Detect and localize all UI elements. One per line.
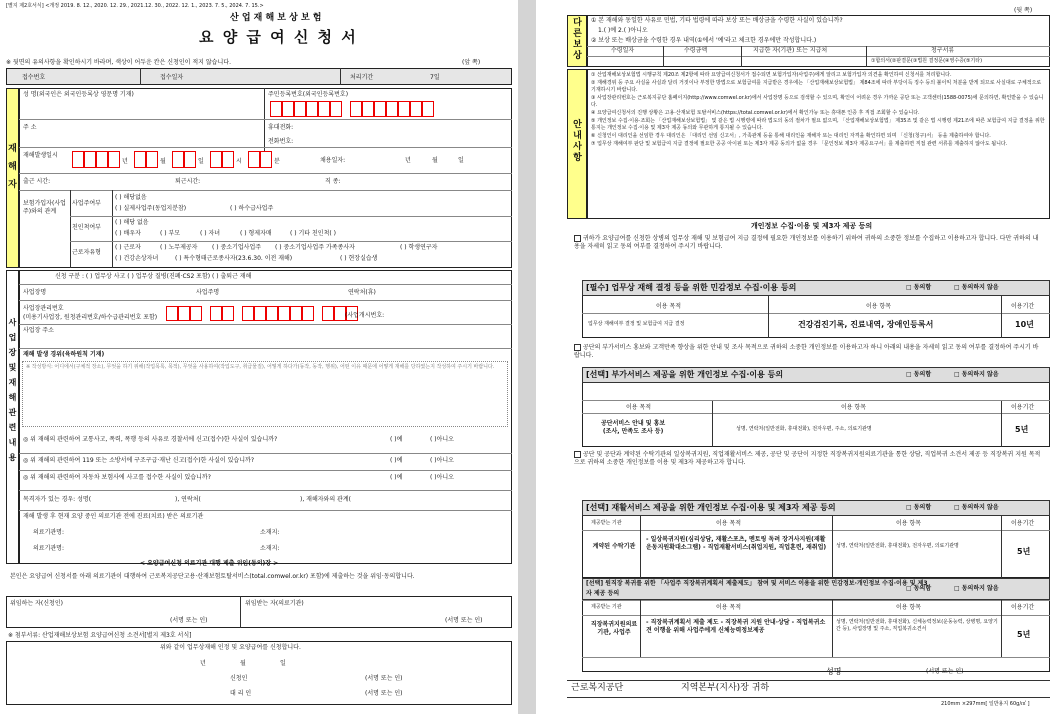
apply-month-unit: 월 bbox=[240, 660, 246, 667]
attachments: ※ 첨부서류: 산업재해보상보험 요양급여신청 소견서[별지 제3호 서식] bbox=[8, 632, 192, 639]
consent4-items: 성명, 연락처(일반전화, 휴대전화), 신체능력정보(운동능력, 상병명, 요양기간 등), 사업장명 및 주소, 직업복귀소견서 bbox=[836, 619, 998, 632]
other-docs-options[interactable]: ①합의서(②판결문(③법원 결정문(④영수증(⑤기타) bbox=[871, 58, 983, 64]
other-col-payer: 지급한 자(기관) 또는 지급처 bbox=[753, 47, 828, 54]
consent3-disagree[interactable]: □ 동의하지 않음 bbox=[954, 504, 999, 511]
accident-title: 재해 발생 경위(육하원칙 기재) bbox=[23, 351, 105, 358]
form-notice: ※ 뒷면의 유의사항을 확인하시기 바라며, 색상이 어두운 칸은 신청인이 적지 않습니다. bbox=[6, 59, 231, 66]
other-comp-q2: ② 보상 또는 배상금을 수령한 경우 내역(①에서 '예'라고 체크한 경우에만 작성합니다.) bbox=[591, 37, 817, 44]
consent4-col-period: 이용기간 bbox=[1011, 604, 1035, 611]
consent4-purpose: - 직장복귀계획서 제출 제도 - 직장복귀 지원 안내·상담 - 직업복귀소견 이행을 위해 사업주에게 신체능력정보제공 bbox=[646, 619, 826, 634]
digit-box[interactable] bbox=[278, 306, 290, 321]
digit-box[interactable] bbox=[166, 306, 178, 321]
q2-yes[interactable]: ( )예 bbox=[390, 457, 403, 464]
delegate-title: < 요양급여신청 의료기관 대행 제출 위임(동의)장 > bbox=[140, 560, 279, 567]
employ-date-label: 채용일자: bbox=[320, 157, 346, 164]
digit-box[interactable] bbox=[290, 306, 302, 321]
biz-start-no-label: (사업개시번호: bbox=[345, 312, 385, 319]
applicant-label: 신청인 bbox=[230, 675, 248, 682]
injury-unit-label: 년 bbox=[122, 158, 128, 165]
consent1-col-items: 이용 항목 bbox=[866, 303, 892, 310]
guide-list bbox=[591, 72, 1046, 149]
apply-type[interactable]: 신청 구분 : ( ) 업무상 사고 ( ) 업무상 질병(진폐·CS2 포함) ( ) 출퇴근 재해 bbox=[55, 273, 252, 280]
delegator-label: 위임하는 자(신청인) bbox=[10, 600, 63, 607]
employ-year-unit: 년 bbox=[405, 157, 411, 164]
worktype-opt-6[interactable]: ( ) 건강손상자녀 bbox=[115, 255, 159, 262]
other-col-date: 수령일자 bbox=[611, 47, 635, 54]
consent1-intro: 귀하가 요양급여를 신청한 상병의 업무상 재해 및 보험급여 지급 결정에 필요한 개인정보를 이용하기 위하여 귀하의 소중한 정보를 수집하고 이용하고자 합니다. 다만 귀하의 내용을 자세히 읽고 동의 여부를 결정하여 주시기 바랍니다. bbox=[574, 235, 1039, 250]
mgmt-no-label: 사업장관리번호 (미용기사업장, 원청관리번호/하수급관리번호 포함) bbox=[23, 305, 158, 321]
processing-period-label: 처리기간 bbox=[350, 74, 374, 81]
digit-box[interactable] bbox=[248, 151, 260, 168]
form-title: 요 양 급 여 신 청 서 bbox=[199, 28, 358, 46]
digit-box[interactable] bbox=[72, 151, 84, 168]
digit-box[interactable] bbox=[422, 101, 434, 117]
digit-box[interactable] bbox=[282, 101, 294, 117]
digit-box[interactable] bbox=[190, 306, 202, 321]
digit-box[interactable] bbox=[146, 151, 158, 168]
accident-hint: ※ 작성방식: 어디에서(구체적 장소), 무엇을 하기 위해(작업목록, 목적), 무엇을 사용하여(작업도구, 취급물질), 어떻게 하다가(동작, 동작, 행위), 어떤 이유 때문에 어떻게 재해를 당하였는지 작성하여 주시기 바랍니다. bbox=[26, 364, 495, 370]
consent4-agree[interactable]: □ 동의함 bbox=[906, 585, 932, 592]
consent2-col-purpose: 이용 목적 bbox=[626, 404, 652, 411]
digit-box[interactable] bbox=[134, 151, 146, 168]
recipient: 근로복지공단 bbox=[571, 683, 624, 693]
guide-item: ④ 요양급여신청서의 진행 상황은 고용·산재보험 토탈서비스(https://total.comwel.or.kr)에서 확인가능 또는 휴대폰 인증 후 직접 조회할 수 있습니다. bbox=[591, 110, 920, 116]
digit-box[interactable] bbox=[172, 151, 184, 168]
leave-time-label: 퇴근시간: bbox=[175, 178, 201, 185]
digit-box[interactable] bbox=[84, 151, 96, 168]
injury-unit-label: 분 bbox=[274, 158, 280, 165]
back-page bbox=[536, 0, 1053, 714]
worktype-opt-2[interactable]: ( ) 노무제공자 bbox=[160, 244, 198, 251]
relative-opt-5[interactable]: ( ) 형제자매 bbox=[240, 230, 272, 237]
question-119: ◎ 위 재해의 관련하여 119 또는 소방서에 구조구급·재난 신고(접수)한 사실이 있습니까? bbox=[23, 457, 255, 464]
witness-relation-label: ), 재해자와의 관계( bbox=[300, 496, 351, 503]
digit-box[interactable] bbox=[222, 151, 234, 168]
consent3-agree[interactable]: □ 동의함 bbox=[906, 504, 932, 511]
digit-box[interactable] bbox=[108, 151, 120, 168]
receipt-date-label: 접수일자 bbox=[160, 74, 184, 81]
business-contact-label: 연락처(휴) bbox=[348, 289, 376, 296]
q3-yes[interactable]: ( )예 bbox=[390, 474, 403, 481]
relative-label: 친인척여부 bbox=[72, 224, 101, 231]
worktype-opt-5[interactable]: ( ) 학생연구자 bbox=[400, 244, 438, 251]
page-number: (앞 쪽) bbox=[462, 59, 481, 66]
consent2-agree[interactable]: □ 동의함 bbox=[906, 371, 932, 378]
other-col-amount: 수령금액 bbox=[684, 47, 708, 54]
worktype-opt-4[interactable]: ( ) 중소기업사업주 가족종사자 bbox=[275, 244, 355, 251]
consent1-title: [필수] 업무상 재해 결정 등을 위한 민감정보 수집·이용 등의 bbox=[582, 280, 1050, 296]
digit-box[interactable] bbox=[362, 101, 374, 117]
relative-opt-3[interactable]: ( ) 부모 bbox=[160, 230, 181, 237]
front-page bbox=[0, 0, 518, 714]
consent4-title: [선택] 원직장 복귀를 위한 「사업주 직장복귀계획서 제출제도」 참여 및 서비스 이용을 위한 민감정보·개인정보 수집·이용 및 제3자 제공 등의 bbox=[582, 578, 1050, 600]
business-owner-label: 사업주명 bbox=[196, 289, 220, 296]
clinic-2-location: 소재지: bbox=[260, 545, 280, 552]
guide-item: ① 산업재해보상보험법 시행규칙 제20조 제2항에 따라 요양급여신청서가 접수되면 보험가입자(사업주)에게 알리고 보험가입자 의견을 확인하여 신청서를 처리합니다. bbox=[591, 72, 952, 78]
guide-label: 안내사항 bbox=[573, 120, 582, 163]
other-comp-q1: ① 본 재해와 동일한 사유로 민법, 기타 법령에 따라 보상 또는 배상금을 수령한 사실이 있습니까? bbox=[591, 17, 843, 24]
digit-box[interactable] bbox=[322, 306, 334, 321]
consent1-purpose: 업무상 재해여부 결정 및 보험급여 지급 결정 bbox=[588, 321, 685, 327]
digit-box[interactable] bbox=[210, 306, 222, 321]
workplace-opt-3[interactable]: ( ) 하수급사업주 bbox=[230, 205, 274, 212]
worker-address-label: 주 소 bbox=[23, 124, 37, 131]
other-col-docs: 청구서류 bbox=[931, 47, 955, 54]
digit-box[interactable] bbox=[330, 101, 342, 117]
relative-opt-1[interactable]: ( ) 해당 없음 bbox=[115, 219, 149, 226]
injury-unit-label: 시 bbox=[236, 158, 242, 165]
delegate-text: 본인은 요양급여 신청서를 아래 의료기관이 대행하여 근로복지공단고용·산재보험토탈서비스(total.comwel.or.kr) 포함)에 제출하는 것을 위임·동의합니다. bbox=[10, 573, 415, 580]
digit-box[interactable] bbox=[410, 101, 422, 117]
witness-phone-label: ), 연락처( bbox=[175, 496, 201, 503]
signature-sign[interactable]: (서명 또는 인) bbox=[926, 668, 964, 675]
consent4-col-purpose: 이용 목적 bbox=[716, 604, 742, 611]
digit-box[interactable] bbox=[96, 151, 108, 168]
come-time-label: 출근 시간: bbox=[23, 178, 51, 185]
consent3-col-purpose: 이용 목적 bbox=[716, 520, 742, 527]
injury-date-label: 재해발생일시 bbox=[23, 152, 58, 159]
consent2-items: 성명, 연락처(일반전화, 휴대전화), 전자우편, 주소, 의료기관명 bbox=[736, 426, 872, 432]
witness-name-label: 목격자가 있는 경우: 성명( bbox=[23, 496, 92, 503]
employ-month-unit: 월 bbox=[432, 157, 438, 164]
apply-day-unit: 일 bbox=[280, 660, 286, 667]
delegatee-sign[interactable]: (서명 또는 인) bbox=[445, 617, 483, 624]
consent3-items: 성명, 연락처(일반전화, 휴대전화), 전자우편, 의료기관명 bbox=[836, 543, 959, 549]
guide-item: ⑥ 신청인이 대리인을 선임한 경우 대리인은 「대리인 선임 신고서」, 가족관계 등을 통해 대리인을 재해자 또는 대리인 자격을 확인하면 되며 「신청(청구)서」 등을 제출하여야 합니다. bbox=[591, 133, 991, 139]
digit-box[interactable] bbox=[302, 306, 314, 321]
digit-box[interactable] bbox=[178, 306, 190, 321]
clinic-title: 재해 발생 후 현재 요양 중인 의료기관 전에 진료(치료) 받은 의료기관 bbox=[23, 513, 204, 520]
consent1-items: 건강검진기록, 진료내역, 장애인등록서 bbox=[798, 320, 934, 329]
clinic-1-location: 소재지: bbox=[260, 529, 280, 536]
workplace-label: 사업주여부 bbox=[72, 200, 101, 207]
consent1-agree[interactable]: □ 동의함 bbox=[906, 284, 932, 291]
q2-no[interactable]: ( )아니오 bbox=[430, 457, 454, 464]
question-car-insurance: ◎ 위 재해의 관련하여 자동차 보험사에 사고를 접수한 사실이 있습니까? bbox=[23, 474, 211, 481]
digit-box[interactable] bbox=[266, 306, 278, 321]
agency-name: 산 업 재 해 보 상 보 험 bbox=[230, 13, 322, 23]
business-section-title: 사 업 장 및 재 해 관 련 내 용 bbox=[8, 318, 17, 462]
digit-box[interactable] bbox=[184, 151, 196, 168]
other-comp-q1-options[interactable]: 1.( )예 2.( )아니오 bbox=[598, 27, 648, 34]
consent4-period: 5년 bbox=[1017, 630, 1031, 639]
digit-box[interactable] bbox=[318, 101, 330, 117]
guide-item: ② 재해경위 등 주요 사실을 사실과 달리 거짓이나 부정한 방법으로 보험급여를 지급받은 경우에는 「산업재해보상보험법」 제84조에 따라 부당이득 징수 등의 불이익 처분을 받게 되므로 사실대로 구체적으로 기재하시기 바랍니다. bbox=[591, 80, 1042, 93]
worker-section-title: 재 해 자 bbox=[8, 144, 17, 190]
digit-box[interactable] bbox=[260, 151, 272, 168]
digit-box[interactable] bbox=[398, 101, 410, 117]
consent2-disagree[interactable]: □ 동의하지 않음 bbox=[954, 371, 999, 378]
worktype-opt-7[interactable]: ( ) 특수형태근로종사자(23.6.30. 이전 재해) bbox=[175, 255, 293, 262]
q1-no[interactable]: ( )아니오 bbox=[430, 436, 454, 443]
digit-box[interactable] bbox=[306, 101, 318, 117]
applicant-sign[interactable]: (서명 또는 인) bbox=[365, 675, 403, 682]
injury-unit-label: 월 bbox=[160, 158, 166, 165]
relative-opt-6[interactable]: ( ) 기타 친인척( ) bbox=[290, 230, 336, 237]
consent3-title: [선택] 재활서비스 제공을 위한 개인정보 수집·이용 및 제3자 제공 등의 bbox=[582, 500, 1050, 516]
consent3-org: 계약된 수탁기관 bbox=[592, 543, 636, 550]
paper-spec: 210mm ×297mm[ 일반용지 60g/㎡ ] bbox=[941, 701, 1030, 707]
delegator-sign[interactable]: (서명 또는 인) bbox=[170, 617, 208, 624]
relative-opt-2[interactable]: ( ) 배우자 bbox=[115, 230, 141, 237]
consent4-col-items: 이용 항목 bbox=[896, 604, 922, 611]
digit-box[interactable] bbox=[374, 101, 386, 117]
consent1-col-period: 이용기간 bbox=[1011, 303, 1035, 310]
consent1-period: 10년 bbox=[1015, 320, 1034, 329]
business-address-label: 사업장 주소 bbox=[23, 327, 54, 334]
delegatee-label: 위임받는 자(의료기관) bbox=[245, 600, 304, 607]
digit-box[interactable] bbox=[270, 101, 282, 117]
business-name-label: 사업장명 bbox=[23, 289, 47, 296]
consent3-purpose: - 일상복귀지원(심리상담, 재활스포츠, 멘토링 독려 장거사지원(재활운동지원확대소그램) - 직업재활서비스(취업지원, 직업훈련, 재취업) bbox=[646, 536, 827, 551]
consent3-intro: 공단 및 공단과 계약된 수탁기관의 일상복귀지원, 직업재활서비스 제공, 공단 및 공단이 지정한 직장복귀지원의료기관을 통한 상담, 직업복귀 소견서 제공 등 직장복귀 지원 목적으로 귀하의 소중한 개인정보를 이용 및 제3자 제공하고자 합니다. bbox=[574, 451, 1041, 466]
digit-box[interactable] bbox=[350, 101, 362, 117]
consent4-org: 직장복귀지원의료기관, 사업주 bbox=[590, 621, 638, 636]
consent3-col-period: 이용기간 bbox=[1011, 520, 1035, 527]
workplace-opt-2[interactable]: ( ) 실제사업주(동업지분참) bbox=[115, 205, 187, 212]
q1-yes[interactable]: ( )예 bbox=[390, 436, 403, 443]
apply-year-unit: 년 bbox=[200, 660, 206, 667]
worktype-label: 근로자유형 bbox=[72, 249, 101, 256]
digit-box[interactable] bbox=[242, 306, 254, 321]
digit-box[interactable] bbox=[222, 306, 234, 321]
consent2-col-items: 이용 항목 bbox=[841, 404, 867, 411]
page-gutter bbox=[518, 0, 536, 714]
guide-item: ⑤ 개인정보 수집·이용·조회는 「산업재해보상보험법」 및 같은 법 시행령에 따라 법도의 동의 절차가 필요 없으며, 「산업재해보상보험법」 제35조 및 같은 법 시행령 제21조에 따른 보험급여 지급 결정을 위한 통지는 개인정보 수집·이용 및 제3자 제공 동의와 무관하게 통지될 수 있습니다. bbox=[591, 118, 1045, 131]
consent2-intro: 공단의 부가서비스 홍보와 고객만족 향상을 위한 안내 및 조사 목적으로 귀하의 소중한 개인정보를 이용하고자 하니 아래의 내용을 자세히 읽고 동의 여부를 결정하여 주시기 바랍니다. bbox=[574, 344, 1039, 359]
worker-name-label: 성 명(외국인은 외국인등록상 영문명 기재) bbox=[23, 91, 134, 98]
workplace-opt-1[interactable]: ( ) 해당없음 bbox=[115, 194, 147, 201]
guide-item: ⑦ 업무상 재해여부 판단 및 보험급여 지급 결정에 필요한 공공 아이핀 또는 제3자 제공 동의가 없을 경우 「문인정보 제3자 제공요구서」를 제출하면 직접 관련 서류를 제출하지 않아도 됩니다. bbox=[591, 141, 1008, 147]
consent2-period: 5년 bbox=[1015, 425, 1029, 434]
form-number: [별지 제2호서식] <개정 2019. 8. 12., 2020. 12. 29., 2021.12. 30., 2022. 12. 1., 2023. 7. 5., 2024. 7. 15.> bbox=[6, 3, 264, 9]
job-label: 직 종: bbox=[325, 178, 341, 185]
consent3-col-items: 이용 항목 bbox=[896, 520, 922, 527]
consent2-title: [선택] 부가서비스 제공을 위한 개인정보 수집·이용 등의 bbox=[582, 367, 1050, 383]
consent1-disagree[interactable]: □ 동의하지 않음 bbox=[954, 284, 999, 291]
receipt-no-label: 접수번호 bbox=[22, 74, 46, 81]
consent3-col-org: 제공받는 기관 bbox=[591, 520, 622, 526]
digit-box[interactable] bbox=[254, 306, 266, 321]
branch-recipient: 지역본부(지사)장 귀하 bbox=[681, 683, 770, 693]
processing-period: 7일 bbox=[430, 74, 440, 81]
employ-day-unit: 일 bbox=[458, 157, 464, 164]
signature-label: 성명 bbox=[826, 667, 842, 676]
consent3-period: 5년 bbox=[1017, 547, 1031, 556]
guide-item: ③ 사업장관리번호는 근로복지공단 홈페이지(http://www.comwel.or.kr)에서 사업장명 등으로 검색할 수 있으며, 확인이 어려운 경우 가까운 공단 또는 고객센터(1588-0075)에 문의하면, 확인받을 수 있습니다. bbox=[591, 95, 1044, 108]
agent-label: 대 리 인 bbox=[230, 690, 252, 697]
worktype-opt-1[interactable]: ( ) 근로자 bbox=[115, 244, 141, 251]
worktype-opt-3[interactable]: ( ) 중소기업사업주 bbox=[212, 244, 262, 251]
clinic-1-label: 의료기관명: bbox=[33, 529, 65, 536]
clinic-2-label: 의료기관명: bbox=[33, 545, 65, 552]
consent2-col-period: 이용기간 bbox=[1011, 404, 1035, 411]
apply-statement: 위와 같이 업무상재해 인정 및 요양급여를 신청합니다. bbox=[160, 644, 301, 651]
consent4-disagree[interactable]: □ 동의하지 않음 bbox=[954, 585, 999, 592]
consent4-col-org: 제공받는 기관 bbox=[591, 604, 622, 610]
back-page-number: (뒷 쪽) bbox=[1014, 7, 1033, 14]
agent-sign[interactable]: (서명 또는 인) bbox=[365, 690, 403, 697]
relation-label: 보험가입자(사업주)와의 관계 bbox=[23, 200, 66, 215]
digit-box[interactable] bbox=[386, 101, 398, 117]
worktype-opt-8[interactable]: ( ) 현장실습생 bbox=[340, 255, 378, 262]
other-comp-label: 다른보상 bbox=[573, 18, 582, 61]
digit-box[interactable] bbox=[210, 151, 222, 168]
relative-opt-4[interactable]: ( ) 자녀 bbox=[200, 230, 221, 237]
consent-header: 개인정보 수집·이용 및 제3자 제공 등의 bbox=[751, 222, 873, 230]
q3-no[interactable]: ( )아니오 bbox=[430, 474, 454, 481]
consent2-purpose: 공단서비스 안내 및 홍보 (조사, 만족도 조사 등) bbox=[601, 420, 666, 435]
digit-box[interactable] bbox=[294, 101, 306, 117]
injury-unit-label: 일 bbox=[198, 158, 204, 165]
consent1-col-purpose: 이용 목적 bbox=[656, 303, 682, 310]
worker-mobile-label: 휴대전화: bbox=[268, 124, 294, 131]
question-police: ◎ 위 재해의 관련하여 교통사고, 폭력, 폭행 등의 사유로 경찰서에 신고(접수)한 사실이 있습니까? bbox=[23, 436, 278, 443]
worker-phone-label: 전화번호: bbox=[268, 138, 294, 145]
worker-rrn-label: 주민등록번호(외국인등록번호) bbox=[268, 91, 349, 98]
